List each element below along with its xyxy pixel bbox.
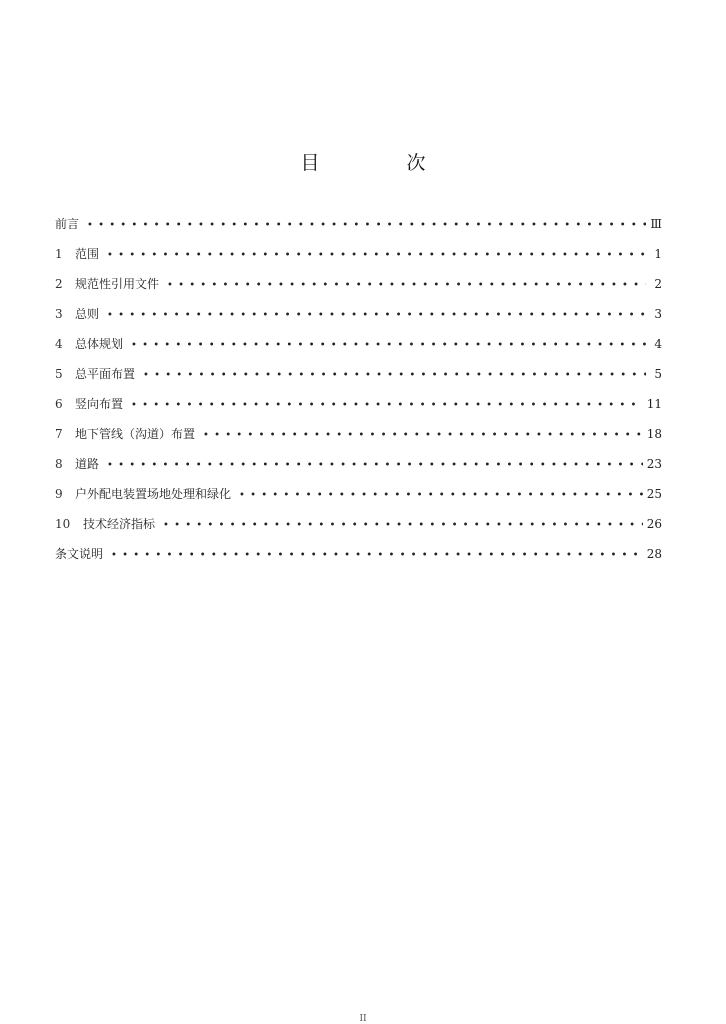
toc-dot-leader: [107, 451, 643, 481]
toc-entry-label: 总则: [75, 307, 100, 321]
toc-entry-page: 2: [654, 277, 662, 291]
toc-entry-9[interactable]: [55, 479, 662, 509]
toc-entry-1[interactable]: [55, 239, 662, 269]
toc-entry-10[interactable]: [55, 509, 662, 539]
toc-entry-foreword[interactable]: [55, 209, 662, 239]
toc-entry-number: 9: [55, 487, 63, 501]
toc-entry-label: 道路: [75, 457, 100, 471]
toc-dot-leader: [131, 391, 643, 421]
toc-entry-page: 23: [646, 457, 662, 471]
toc-entry-page: 11: [646, 397, 662, 411]
toc-entry-label: 条文说明: [55, 547, 104, 561]
toc-entry-number: 1: [55, 247, 63, 261]
toc-entry-label: 前言: [55, 217, 80, 231]
toc-dot-leader: [131, 331, 646, 361]
toc-entry-page: 28: [646, 547, 662, 561]
toc-entry-8[interactable]: [55, 449, 662, 479]
toc-entry-5[interactable]: [55, 359, 662, 389]
toc-entry-label: 竖向布置: [75, 397, 124, 411]
toc-entry-page: 26: [646, 517, 662, 531]
toc-entry-label: 户外配电装置场地处理和绿化: [75, 487, 232, 501]
toc-entry-2[interactable]: [55, 269, 662, 299]
toc-entry-page: Ⅲ: [650, 217, 662, 231]
toc-entry-3[interactable]: [55, 299, 662, 329]
toc-entry-page: 25: [646, 487, 662, 501]
table-of-contents: [55, 209, 662, 569]
toc-entry-page: 18: [646, 427, 662, 441]
toc-entry-number: 3: [55, 307, 63, 321]
toc-entry-number: 8: [55, 457, 63, 471]
toc-entry-number: 7: [55, 427, 63, 441]
toc-dot-leader: [143, 361, 646, 391]
toc-entry-4[interactable]: [55, 329, 662, 359]
toc-entry-label: 技术经济指标: [83, 517, 156, 531]
toc-entry-page: 4: [654, 337, 662, 351]
toc-dot-leader: [107, 241, 646, 271]
toc-dot-leader: [107, 301, 646, 331]
toc-entry-number: 4: [55, 337, 63, 351]
toc-entry-number: 2: [55, 277, 63, 291]
toc-dot-leader: [203, 421, 643, 451]
toc-entry-number: 6: [55, 397, 63, 411]
page-number-footer: II: [359, 1014, 367, 1024]
toc-entry-7[interactable]: [55, 419, 662, 449]
toc-entry-number: 5: [55, 367, 63, 381]
toc-entry-page: 1: [654, 247, 662, 261]
toc-entry-explanation[interactable]: [55, 539, 662, 569]
toc-dot-leader: [111, 541, 643, 571]
toc-entry-label: 总体规划: [75, 337, 124, 351]
toc-title: 目 次: [300, 152, 460, 174]
toc-entry-6[interactable]: [55, 389, 662, 419]
toc-entry-number: 10: [55, 517, 71, 531]
toc-entry-label: 规范性引用文件: [75, 277, 160, 291]
toc-entry-page: 3: [654, 307, 662, 321]
toc-dot-leader: [239, 481, 643, 511]
toc-dot-leader: [167, 271, 646, 301]
toc-entry-label: 范围: [75, 247, 100, 261]
toc-entry-label: 地下管线（沟道）布置: [75, 427, 196, 441]
toc-entry-label: 总平面布置: [75, 367, 136, 381]
toc-dot-leader: [87, 211, 646, 241]
toc-dot-leader: [163, 511, 643, 541]
toc-entry-page: 5: [654, 367, 662, 381]
